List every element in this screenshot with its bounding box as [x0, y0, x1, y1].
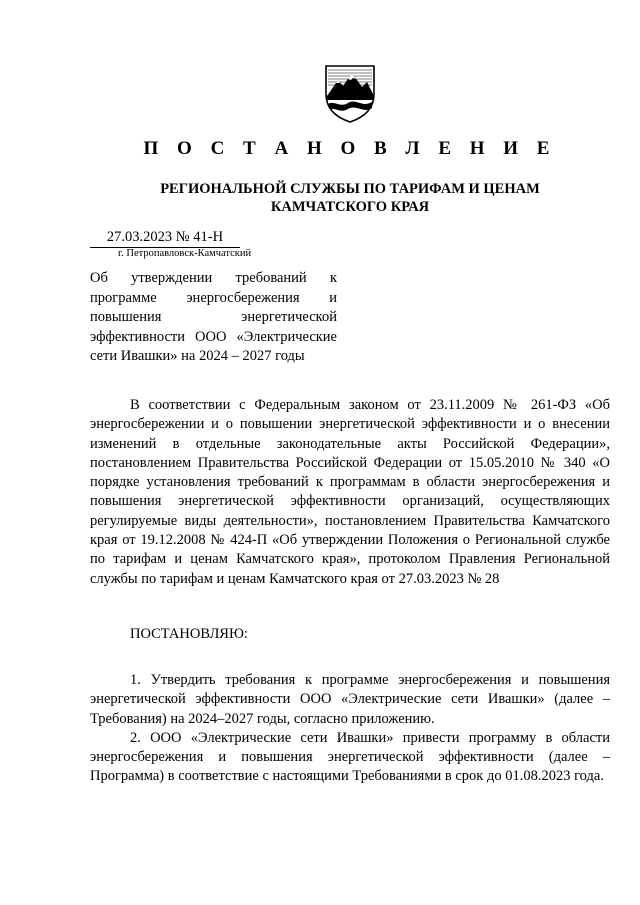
document-date-number: 27.03.2023 № 41-Н	[90, 229, 240, 248]
document-subject: Об утверждении требований к программе энергосбережения и повышения энергетической эффективности ООО «Электрические сети Ивашки» на 2024 – 2027 годы	[90, 270, 337, 365]
kamchatka-coat-of-arms-icon	[318, 60, 382, 124]
authority-line-1: РЕГИОНАЛЬНОЙ СЛУЖБЫ ПО ТАРИФАМ И ЦЕНАМ	[160, 181, 540, 197]
decree-point-2: 2. ООО «Электрические сети Ивашки» привести программу в области энергосбережения и повышения энергетической эффективности (далее – Программа) в соответствие с настоящими Требованиями в срок до 01.08.2023 года.	[90, 729, 610, 785]
authority-line-2: КАМЧАТСКОГО КРАЯ	[270, 199, 430, 215]
decree-word: ПОСТАНОВЛЯЮ:	[130, 626, 248, 642]
decree-points	[90, 671, 610, 787]
document-city: г. Петропавловск-Камчатский	[118, 248, 252, 259]
document-title: П О С Т А Н О В Л Е Н И Е	[143, 138, 557, 159]
preamble-paragraph: В соответствии с Федеральным законом от 23.11.2009 № 261-ФЗ «Об энергосбережении и о повышении энергетической эффективности и о внесении изменений в отдельные законодательные акты Российской Федерации», постановлением Правительства Российской Федерации от 15.05.2010 № 340 «О порядке установления требований к программам в области энергосбережения и повышения энергетической эффективности организаций, осуществляющих регулируемые виды деятельности», постановлением Правительства Камчатского края от 19.12.2008 № 424-П «Об утверждении Положения о Региональной службе по тарифам и ценам Камчатского края», протоколом Правления Региональной службы по тарифам и ценам Камчатского края от 27.03.2023 № 28	[90, 397, 610, 587]
preamble-section	[90, 396, 610, 589]
decree-point-1: 1. Утвердить требования к программе энергосбережения и повышения энергетической эффективности ООО «Электрические сети Ивашки» (далее – Требования) на 2024–2027 годы, согласно приложению.	[90, 672, 610, 727]
issuing-authority	[120, 180, 580, 216]
